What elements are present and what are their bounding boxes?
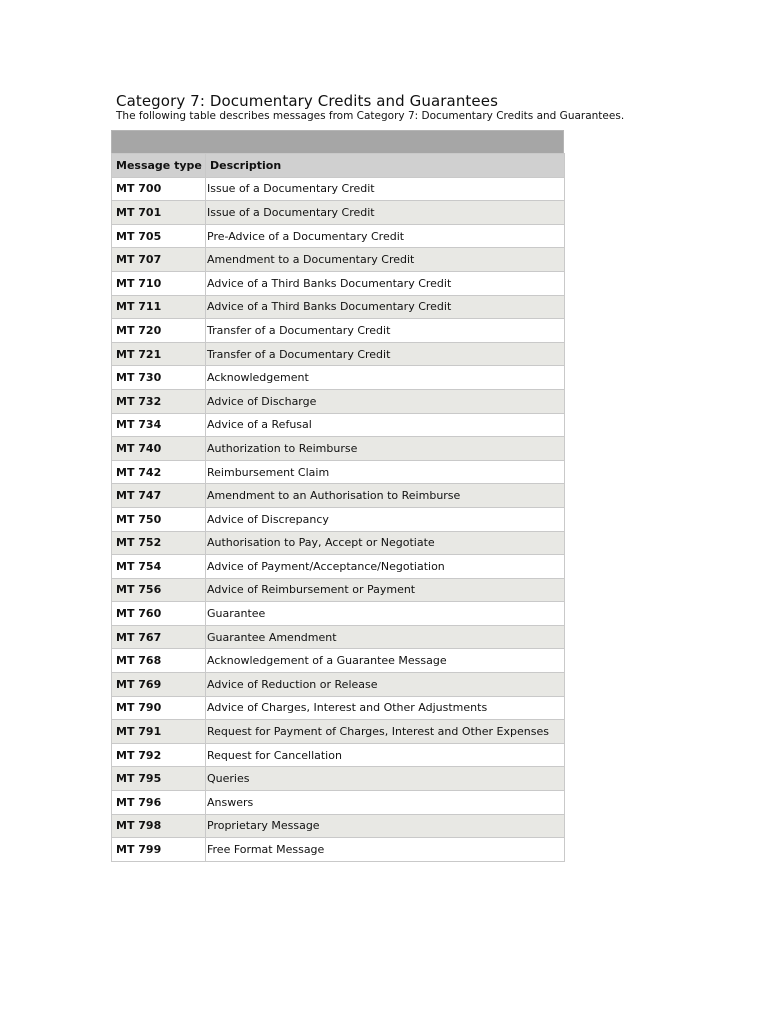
message-type-cell: MT 769	[112, 673, 206, 697]
description-cell: Authorisation to Pay, Accept or Negotiate	[206, 531, 565, 555]
message-type-cell: MT 792	[112, 743, 206, 767]
message-type-cell: MT 790	[112, 696, 206, 720]
table-row	[112, 838, 565, 862]
description-cell: Free Format Message	[206, 838, 565, 862]
description-cell: Issue of a Documentary Credit	[206, 201, 565, 225]
message-type-cell: MT 734	[112, 413, 206, 437]
message-type-cell: MT 701	[112, 201, 206, 225]
message-type-cell: MT 707	[112, 248, 206, 272]
table-row	[112, 484, 565, 508]
table-row	[112, 720, 565, 744]
description-cell: Answers	[206, 791, 565, 815]
table-row	[112, 673, 565, 697]
description-cell: Request for Cancellation	[206, 743, 565, 767]
message-type-cell: MT 768	[112, 649, 206, 673]
message-type-cell: MT 760	[112, 602, 206, 626]
message-type-cell: MT 710	[112, 271, 206, 295]
table-row	[112, 625, 565, 649]
message-type-cell: MT 791	[112, 720, 206, 744]
description-cell: Advice of Reimbursement or Payment	[206, 578, 565, 602]
description-cell: Reimbursement Claim	[206, 460, 565, 484]
message-type-cell: MT 711	[112, 295, 206, 319]
message-types-table	[111, 153, 565, 862]
description-cell: Advice of Charges, Interest and Other Adjustments	[206, 696, 565, 720]
message-type-cell: MT 796	[112, 791, 206, 815]
message-types-table-container	[111, 130, 564, 862]
column-header-description: Description	[206, 154, 565, 178]
description-cell: Advice of a Third Banks Documentary Credit	[206, 271, 565, 295]
message-type-cell: MT 747	[112, 484, 206, 508]
description-cell: Advice of Payment/Acceptance/Negotiation	[206, 555, 565, 579]
table-header	[112, 154, 565, 178]
table-body	[112, 177, 565, 861]
column-header-message-type: Message type	[112, 154, 206, 178]
message-type-cell: MT 767	[112, 625, 206, 649]
table-row	[112, 578, 565, 602]
table-row	[112, 555, 565, 579]
page-title: Category 7: Documentary Credits and Guarantees	[116, 92, 498, 110]
document-header	[116, 92, 624, 123]
table-row	[112, 437, 565, 461]
description-cell: Guarantee Amendment	[206, 625, 565, 649]
description-cell: Request for Payment of Charges, Interest and Other Expenses	[206, 720, 565, 744]
table-row	[112, 531, 565, 555]
table-row	[112, 814, 565, 838]
message-type-cell: MT 752	[112, 531, 206, 555]
table-row	[112, 413, 565, 437]
description-cell: Amendment to an Authorisation to Reimburse	[206, 484, 565, 508]
message-type-cell: MT 720	[112, 319, 206, 343]
table-row	[112, 342, 565, 366]
message-type-cell: MT 730	[112, 366, 206, 390]
message-type-cell: MT 750	[112, 507, 206, 531]
description-cell: Advice of Discharge	[206, 389, 565, 413]
description-cell: Advice of a Refusal	[206, 413, 565, 437]
description-cell: Advice of a Third Banks Documentary Credit	[206, 295, 565, 319]
table-row	[112, 201, 565, 225]
table-row	[112, 767, 565, 791]
table-banner	[111, 130, 564, 153]
table-row	[112, 791, 565, 815]
table-header-row	[112, 154, 565, 178]
table-row	[112, 271, 565, 295]
message-type-cell: MT 742	[112, 460, 206, 484]
description-cell: Pre-Advice of a Documentary Credit	[206, 224, 565, 248]
page-subtitle: The following table describes messages from Category 7: Documentary Credits and Guarantees.	[116, 110, 625, 122]
table-row	[112, 743, 565, 767]
description-cell: Proprietary Message	[206, 814, 565, 838]
table-row	[112, 460, 565, 484]
message-type-cell: MT 799	[112, 838, 206, 862]
message-type-cell: MT 732	[112, 389, 206, 413]
message-type-cell: MT 756	[112, 578, 206, 602]
description-cell: Transfer of a Documentary Credit	[206, 342, 565, 366]
table-row	[112, 319, 565, 343]
message-type-cell: MT 700	[112, 177, 206, 201]
table-row	[112, 248, 565, 272]
description-cell: Transfer of a Documentary Credit	[206, 319, 565, 343]
table-row	[112, 696, 565, 720]
description-cell: Advice of Reduction or Release	[206, 673, 565, 697]
table-row	[112, 507, 565, 531]
description-cell: Acknowledgement of a Guarantee Message	[206, 649, 565, 673]
table-row	[112, 224, 565, 248]
description-cell: Authorization to Reimburse	[206, 437, 565, 461]
description-cell: Guarantee	[206, 602, 565, 626]
table-row	[112, 366, 565, 390]
table-row	[112, 389, 565, 413]
table-row	[112, 602, 565, 626]
description-cell: Advice of Discrepancy	[206, 507, 565, 531]
table-row	[112, 295, 565, 319]
table-row	[112, 649, 565, 673]
description-cell: Queries	[206, 767, 565, 791]
table-row	[112, 177, 565, 201]
message-type-cell: MT 795	[112, 767, 206, 791]
message-type-cell: MT 721	[112, 342, 206, 366]
description-cell: Acknowledgement	[206, 366, 565, 390]
description-cell: Amendment to a Documentary Credit	[206, 248, 565, 272]
message-type-cell: MT 798	[112, 814, 206, 838]
message-type-cell: MT 754	[112, 555, 206, 579]
message-type-cell: MT 740	[112, 437, 206, 461]
message-type-cell: MT 705	[112, 224, 206, 248]
description-cell: Issue of a Documentary Credit	[206, 177, 565, 201]
